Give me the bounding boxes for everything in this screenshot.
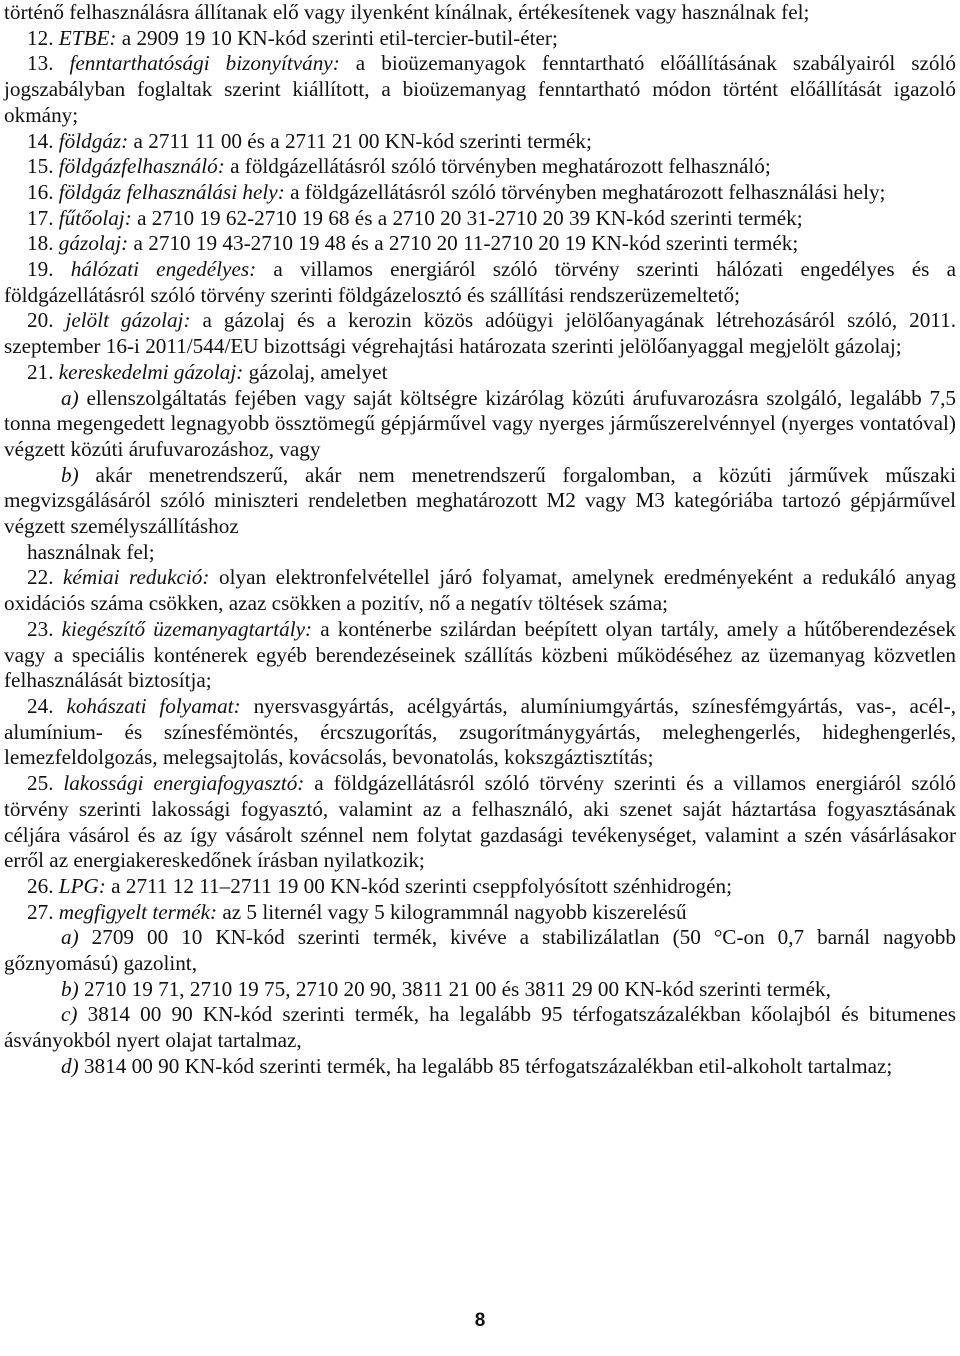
item-number: b) (61, 462, 79, 487)
item-number: 21. (27, 359, 54, 384)
defined-term: kiegészítő üzemanyagtartály: (61, 616, 313, 641)
defined-term: fűtőolaj: (58, 205, 132, 230)
item-number: 25. (27, 771, 54, 796)
document-page (4, 0, 956, 1080)
definition-item (4, 51, 956, 128)
definition-item (4, 925, 956, 976)
definition-text: a 2711 12 11–2711 19 00 KN-kód szerinti cseppfolyósított szénhidrogén; (105, 873, 732, 898)
definition-item (4, 771, 956, 874)
defined-term: ETBE: (58, 25, 117, 50)
item-number: b) (61, 976, 79, 1001)
defined-term: kémiai redukció: (63, 565, 210, 590)
definition-text: a földgázellátásról szóló törvény szerinti és a villamos energiáról szóló törvény szerinti lakossági fogyasztó, valamint az a felhasználó, aki szenet saját háztartása fogyasztásának céljára vásárol és az így vásárolt szénnel nem folytat gazdasági tevékenységet, valamint a szén vásárlásakor erről az energiakereskedőnek írásban nyilatkozik; (4, 771, 957, 873)
defined-term: megfigyelt termék: (58, 899, 218, 924)
defined-term: földgázfelhasználó: (58, 154, 225, 179)
item-number: 15. (27, 154, 54, 179)
defined-term: földgáz: (58, 128, 129, 153)
item-number: 13. (27, 51, 54, 76)
definition-item (4, 308, 956, 359)
item-number: c) (61, 1002, 78, 1027)
item-number: 19. (27, 257, 54, 282)
text-paragraph (4, 0, 956, 26)
item-number: a) (61, 925, 79, 950)
definition-item (4, 257, 956, 308)
definition-text: ellenszolgáltatás fejében vagy saját költségre kizárólag közúti árufuvarozásra szolgáló, legalább 7,5 tonna megengedett legnagyobb össztömegű gépjárművel vagy nyerges járműszerelvénnyel (nyerges vontatóval) végzett közúti árufuvarozáshoz, vagy (4, 385, 956, 461)
item-number: 22. (27, 565, 54, 590)
definition-item (4, 231, 956, 257)
definition-text: a konténerbe szilárdan beépített olyan tartály, amely a hűtőberendezések vagy a speciális konténerek egyéb berendezéseinek szállítás közbeni működéséhez az üzemanyag közvetlen felhasználását biztosítja; (4, 616, 957, 693)
definition-text: a 2710 19 43-2710 19 48 és a 2710 20 11-2710 20 19 KN-kód szerinti termék; (128, 231, 799, 256)
definition-text: olyan elektronfelvétellel járó folyamat, amelynek eredményeként a redukáló anyag oxidációs száma csökken, azaz csökken a pozitív, nő a negatív töltések száma; (4, 565, 956, 616)
defined-term: fenntarthatósági bizonyítvány: (69, 51, 340, 76)
defined-term: földgáz felhasználási hely: (58, 179, 285, 204)
definition-text: történő felhasználásra állítanak elő vagy ilyenként kínálnak, értékesítenek vagy használnak fel; (4, 0, 810, 24)
definition-text: a földgázellátásról szóló törvényben meghatározott felhasználási hely; (284, 179, 886, 204)
definition-text: használnak fel; (27, 539, 155, 564)
definition-item (4, 617, 956, 694)
item-number: 17. (27, 205, 54, 230)
definition-item (4, 565, 956, 616)
item-number: 24. (27, 693, 54, 718)
definition-text: nyersvasgyártás, acélgyártás, alumíniumgyártás, színesfémgyártás, vas-, acél-, alumínium- és színesfémöntés, ércszugorítás, zsugorítmánygyártás, meleghengerlés, hideghengerlés, lemezfeldolgozás, melegsajtolás, kovácsolás, bevonatolás, kokszgáztisztítás; (4, 693, 956, 770)
definition-text: a 2909 19 10 KN-kód szerinti etil-tercier-butil-éter; (116, 25, 558, 50)
item-number: 26. (27, 873, 54, 898)
definition-item (4, 206, 956, 232)
definition-text: a 2711 11 00 és a 2711 21 00 KN-kód szerinti termék; (128, 128, 592, 153)
definition-text: a földgázellátásról szóló törvényben meghatározott felhasználó; (224, 154, 771, 179)
defined-term: LPG: (58, 873, 106, 898)
item-number: a) (61, 385, 79, 410)
definition-text: 2710 19 71, 2710 19 75, 2710 20 90, 3811 21 00 és 3811 29 00 KN-kód szerinti termék, (83, 976, 831, 1001)
definition-text: a gázolaj és a kerozin közös adóügyi jelölőanyagának létrehozásáról szóló, 2011. szeptember 16-i 2011/544/EU bizottsági végrehajtási határozata szerinti jelölőanyaggal megjelölt gázolaj; (4, 308, 957, 359)
definition-list (4, 0, 956, 1080)
definition-text: a 2710 19 62-2710 19 68 és a 2710 20 31-2710 20 39 KN-kód szerinti termék; (131, 205, 803, 230)
definition-item (4, 900, 956, 926)
definition-item (4, 1054, 956, 1080)
definition-item (4, 154, 956, 180)
definition-text: az 5 liternél vagy 5 kilogrammnál nagyobb kiszerelésű (217, 899, 687, 924)
definition-text: 3814 00 90 KN-kód szerinti termék, ha legalább 95 térfogatszázalékban kőolajból és bitumenes ásványokból nyert olajat tartalmaz, (4, 1002, 956, 1053)
item-number: 18. (27, 231, 54, 256)
definition-item (4, 694, 956, 771)
defined-term: hálózati engedélyes: (70, 257, 257, 282)
definition-item (4, 360, 956, 386)
definition-item (4, 180, 956, 206)
text-paragraph (4, 540, 956, 566)
definition-text: 2709 00 10 KN-kód szerinti termék, kivéve a stabilizálatlan (50 °C-on 0,7 barnál nagyobb gőznyomású) gazolint, (4, 925, 956, 976)
defined-term: kohászati folyamat: (66, 693, 241, 718)
definition-item (4, 1002, 956, 1053)
definition-item (4, 26, 956, 52)
definition-item (4, 463, 956, 540)
defined-term: kereskedelmi gázolaj: (58, 359, 244, 384)
defined-term: gázolaj: (58, 231, 129, 256)
item-number: 20. (27, 308, 54, 333)
definition-item (4, 129, 956, 155)
definition-item (4, 386, 956, 463)
item-number: 12. (27, 25, 54, 50)
definition-text: a bioüzemanyagok fenntartható előállításának szabályairól szóló jogszabályban foglaltak szerint kiállított, a bioüzemanyag fenntartható módon történt előállítását igazoló okmány; (4, 51, 956, 127)
defined-term: jelölt gázolaj: (65, 308, 191, 333)
definition-item (4, 977, 956, 1003)
definition-text: gázolaj, amelyet (243, 359, 388, 384)
page-number: 8 (474, 1310, 486, 1331)
definition-text: 3814 00 90 KN-kód szerinti termék, ha legalább 85 térfogatszázalékban etil-alkoholt tartalmaz; (83, 1053, 893, 1078)
item-number: 23. (27, 616, 54, 641)
definition-text: a villamos energiáról szóló törvény szerinti hálózati engedélyes és a földgázellátásról szóló törvény szerinti földgázelosztó és szállítási rendszerüzemeltető; (4, 257, 957, 307)
item-number: 27. (27, 899, 54, 924)
item-number: 14. (27, 128, 54, 153)
definition-text: akár menetrendszerű, akár nem menetrendszerű forgalomban, a közúti járművek műszaki megvizsgálásáról szóló miniszteri rendeletben meghatározott M2 vagy M3 kategóriába tartozó gépjárművel végzett személyszállításhoz (4, 462, 957, 539)
item-number: d) (61, 1053, 79, 1078)
definition-item (4, 874, 956, 900)
item-number: 16. (27, 179, 54, 204)
defined-term: lakossági energiafogyasztó: (63, 771, 305, 796)
